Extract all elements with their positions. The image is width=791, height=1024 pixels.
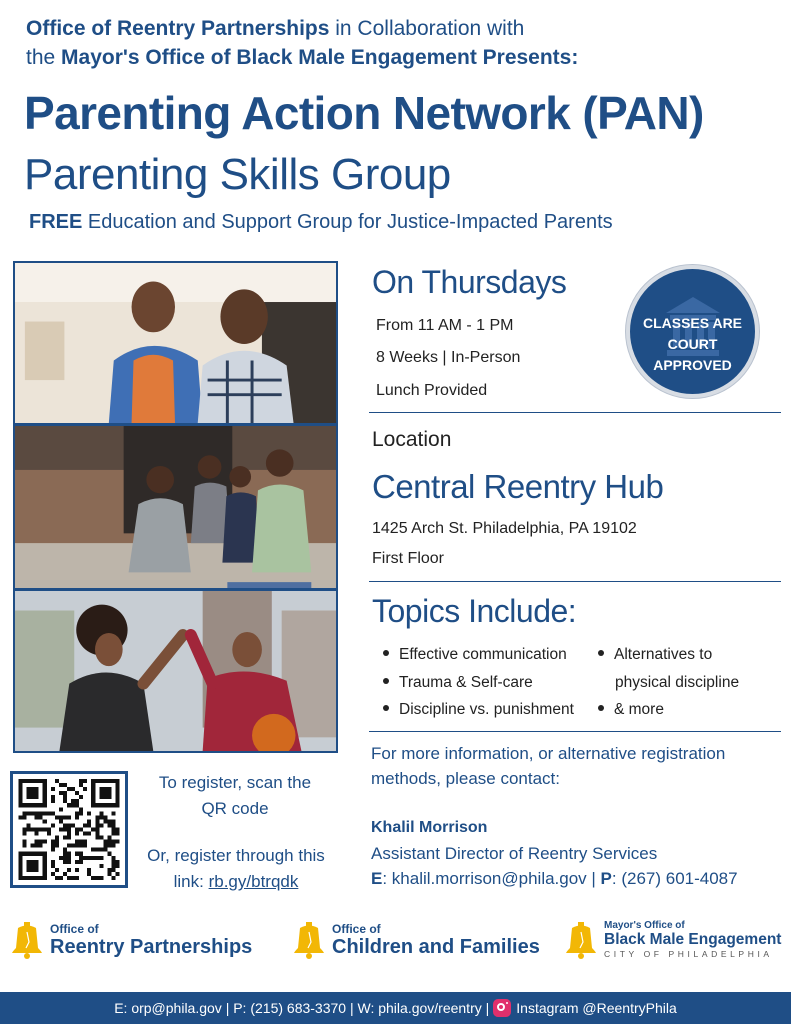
page-subtitle-title: Parenting Skills Group bbox=[24, 150, 451, 199]
location-address: 1425 Arch St. Philadelphia, PA 19102 bbox=[372, 520, 637, 537]
logo-ocf-big: Children and Families bbox=[332, 935, 540, 958]
badge-line3: APPROVED bbox=[653, 357, 732, 373]
topic-item: Trauma & Self-care bbox=[383, 674, 533, 692]
contact-name: Khalil Morrison bbox=[371, 819, 488, 836]
contact-intro: For more information, or alternative registration methods, please contact: bbox=[371, 744, 726, 788]
topics-heading: Topics Include: bbox=[372, 593, 577, 629]
register-link-text: Or, register through this link: rb.gy/btrqdk bbox=[147, 846, 325, 891]
logo-bme-city: CITY OF PHILADELPHIA bbox=[604, 949, 773, 959]
liberty-bell-icon bbox=[564, 920, 598, 960]
contact-role: Assistant Director of Reentry Services bbox=[371, 844, 658, 863]
schedule-time: From 11 AM - 1 PM bbox=[376, 317, 514, 334]
liberty-bell-icon bbox=[10, 920, 44, 960]
footer-contact[interactable]: E: orp@phila.gov | P: (215) 683-3370 | W: phila.gov/reentry | bbox=[114, 1000, 490, 1016]
bullet-icon bbox=[598, 650, 604, 656]
registration-qr-code[interactable] bbox=[10, 771, 128, 888]
court-approved-badge bbox=[626, 265, 759, 398]
logo-bme-small: Mayor's Office of bbox=[604, 920, 685, 931]
location-floor: First Floor bbox=[372, 550, 444, 567]
photo-family bbox=[13, 424, 338, 590]
divider bbox=[369, 731, 781, 732]
contact-details bbox=[371, 869, 738, 889]
divider bbox=[369, 581, 781, 582]
phone-label: P bbox=[600, 869, 612, 888]
register-scan-text: To register, scan the QR code bbox=[158, 773, 312, 818]
photo-father-son bbox=[13, 261, 338, 425]
badge-text bbox=[630, 313, 755, 376]
logo-ocf-small: Office of bbox=[332, 921, 381, 936]
location-label: Location bbox=[372, 428, 452, 451]
footer-bar bbox=[0, 992, 791, 1024]
header-presenters bbox=[26, 14, 766, 72]
logo-orp-big: Reentry Partnerships bbox=[50, 935, 253, 958]
topic-item-continued: physical discipline bbox=[615, 674, 740, 691]
footer-instagram[interactable]: Instagram @ReentryPhila bbox=[516, 1000, 677, 1016]
logo-children-families bbox=[292, 920, 540, 960]
logo-black-male-engagement bbox=[564, 920, 781, 960]
topic-item: Discipline vs. punishment bbox=[383, 701, 574, 719]
header-org2: Mayor's Office of Black Male Engagement Presents: bbox=[61, 46, 579, 69]
email-label: E bbox=[371, 869, 383, 888]
page-title: Parenting Action Network (PAN) bbox=[24, 87, 704, 139]
topic-item: Alternatives to bbox=[598, 646, 712, 664]
schedule-lunch: Lunch Provided bbox=[376, 382, 488, 399]
tagline-free: FREE bbox=[29, 211, 83, 233]
badge-line1: CLASSES ARE bbox=[642, 315, 743, 331]
header-connector: in Collaboration with bbox=[329, 17, 525, 40]
contact-phone[interactable]: : (267) 601-4087 bbox=[611, 869, 738, 888]
bullet-icon bbox=[383, 650, 389, 656]
schedule-format: 8 Weeks | In-Person bbox=[376, 349, 521, 366]
contact-email[interactable]: : khalil.morrison@phila.gov | bbox=[382, 869, 601, 888]
location-name: Central Reentry Hub bbox=[372, 468, 664, 505]
badge-line2: COURT bbox=[667, 336, 718, 352]
liberty-bell-icon bbox=[292, 920, 326, 960]
header-the: the bbox=[26, 46, 62, 69]
topic-item: Effective communication bbox=[383, 646, 567, 664]
header-org1: Office of Reentry Partnerships bbox=[26, 17, 330, 40]
qr-code-icon bbox=[18, 779, 120, 880]
divider bbox=[369, 412, 781, 413]
logo-bme-big: Black Male Engagement bbox=[604, 931, 782, 948]
schedule-heading: On Thursdays bbox=[372, 264, 567, 300]
bullet-icon bbox=[383, 678, 389, 684]
instagram-icon[interactable] bbox=[493, 999, 511, 1017]
logo-orp-small: Office of bbox=[50, 921, 99, 936]
bullet-icon bbox=[598, 705, 604, 711]
tagline-rest: Education and Support Group for Justice-Impacted Parents bbox=[82, 211, 613, 233]
tagline bbox=[29, 211, 769, 234]
registration-link[interactable]: rb.gy/btrqdk bbox=[208, 872, 299, 891]
bullet-icon bbox=[383, 705, 389, 711]
photo-high-five bbox=[13, 589, 338, 753]
topic-item: & more bbox=[598, 701, 664, 719]
logo-reentry-partnerships bbox=[10, 920, 252, 960]
